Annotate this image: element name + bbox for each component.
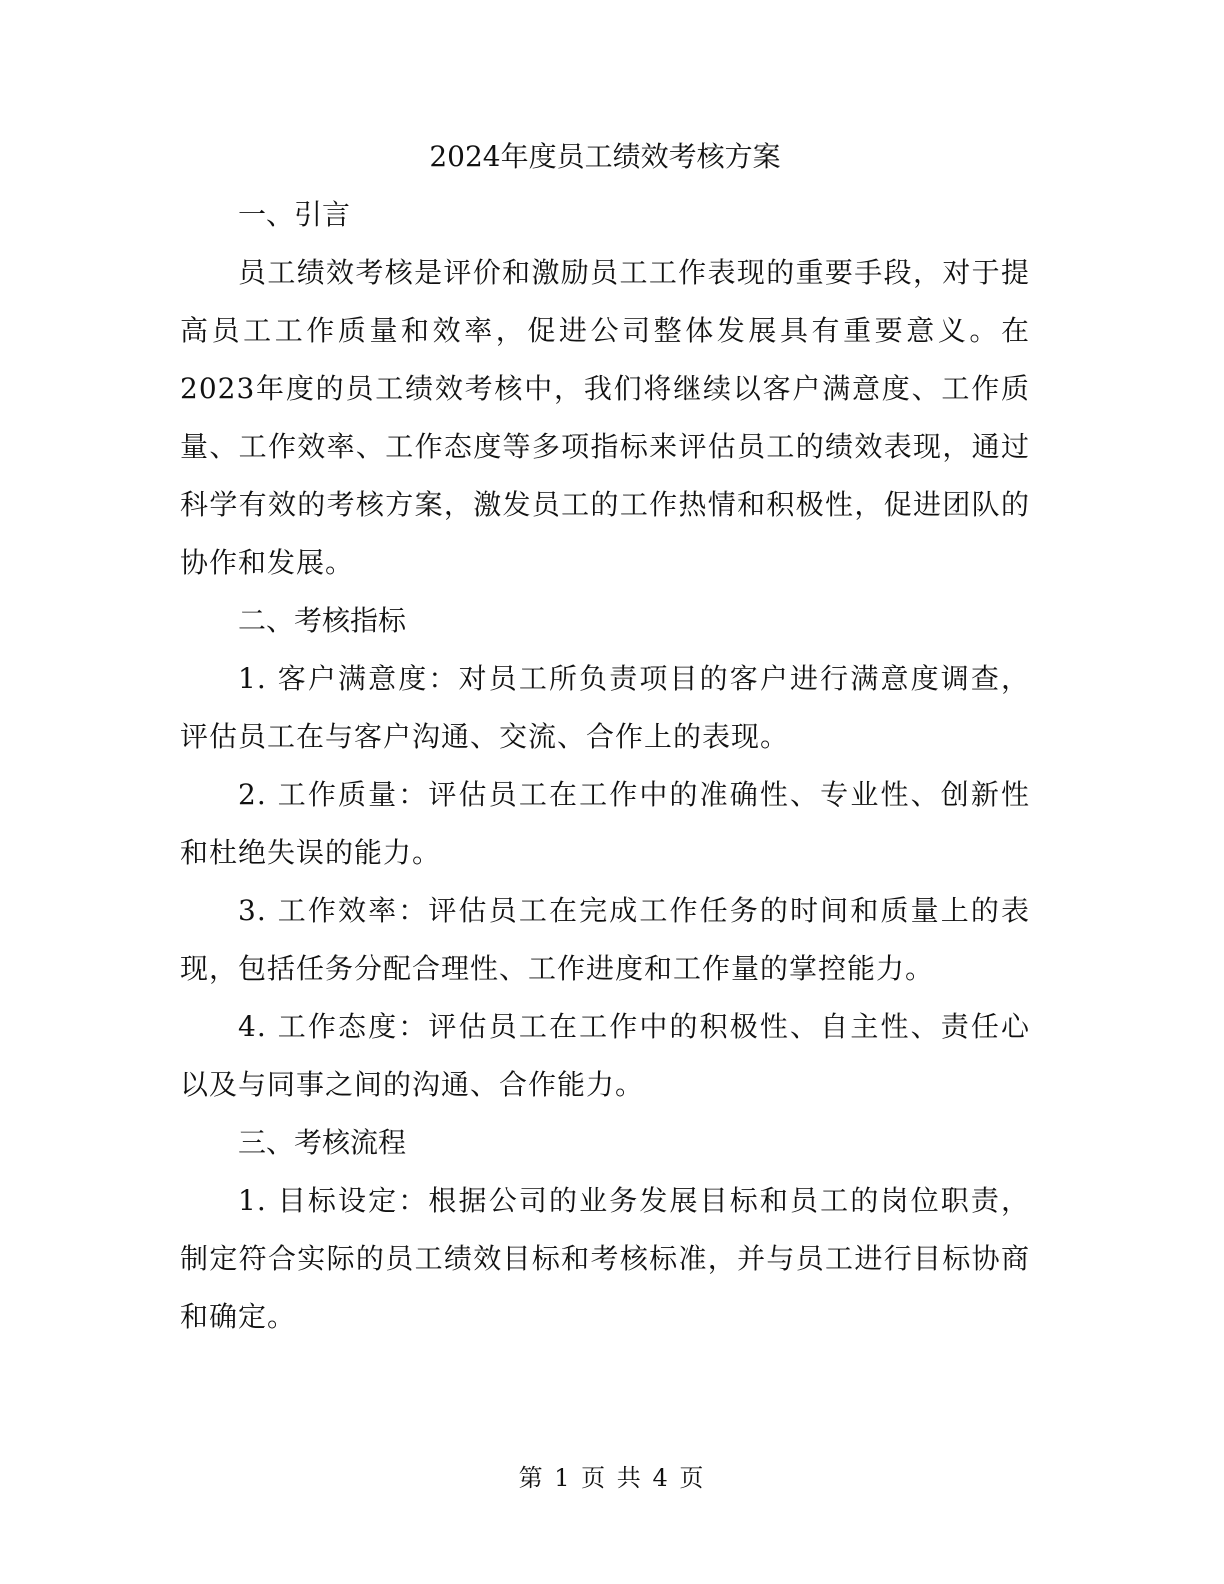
- list-item: 1. 客户满意度：对员工所负责项目的客户进行满意度调查，评估员工在与客户沟通、交流、合作上的表现。: [180, 662, 1030, 753]
- document-page: [180, 128, 1030, 1346]
- body-paragraph: 员工绩效考核是评价和激励员工工作表现的重要手段，对于提高员工工作质量和效率，促进公司整体发展具有重要意义。在2023年度的员工绩效考核中，我们将继续以客户满意度、工作质量、工作效率、工作态度等多项指标来评估员工的绩效表现，通过科学有效的考核方案，激发员工的工作热情和积极性，促进团队的协作和发展。: [180, 256, 1030, 579]
- section-heading: 二、考核指标: [238, 604, 407, 637]
- section-heading: 三、考核流程: [238, 1126, 407, 1159]
- document-title: 2024年度员工绩效考核方案: [429, 140, 781, 173]
- page-number-footer: 第 1 页 共 4 页: [518, 1464, 706, 1492]
- section-heading: 一、引言: [238, 198, 351, 231]
- section-indicators: [180, 592, 1030, 1114]
- list-item: 4. 工作态度：评估员工在工作中的积极性、自主性、责任心以及与同事之间的沟通、合作能力。: [180, 1010, 1030, 1101]
- list-item: 1. 目标设定：根据公司的业务发展目标和员工的岗位职责，制定符合实际的员工绩效目标和考核标准，并与员工进行目标协商和确定。: [180, 1184, 1030, 1333]
- section-process: [180, 1114, 1030, 1346]
- section-introduction: [180, 186, 1030, 592]
- list-item: 2. 工作质量：评估员工在工作中的准确性、专业性、创新性和杜绝失误的能力。: [180, 778, 1030, 869]
- list-item: 3. 工作效率：评估员工在完成工作任务的时间和质量上的表现，包括任务分配合理性、工作进度和工作量的掌控能力。: [180, 894, 1030, 985]
